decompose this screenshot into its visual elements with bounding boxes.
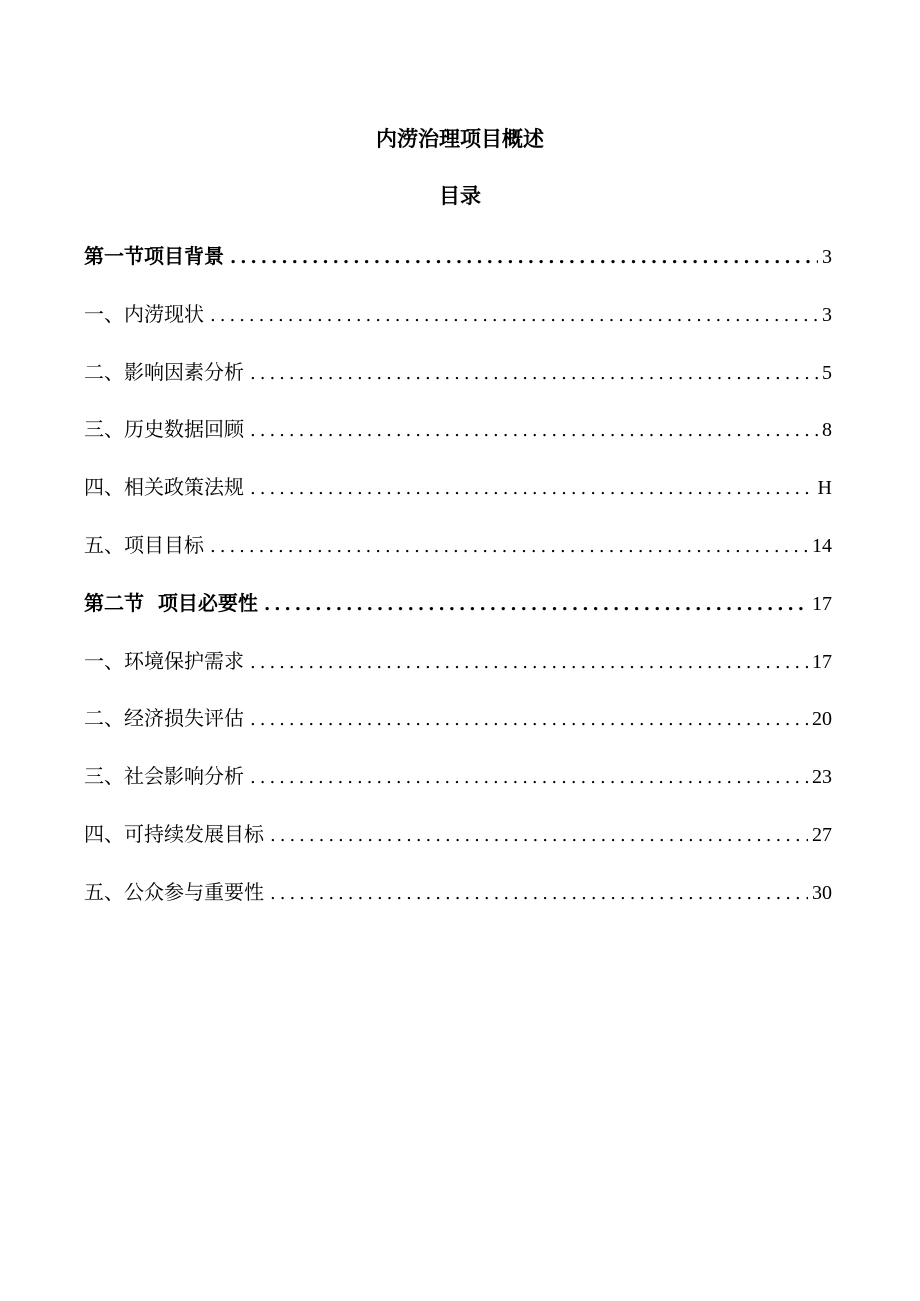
- toc-entry-section-1[interactable]: [84, 238, 832, 296]
- toc-entry-2-5[interactable]: [84, 874, 832, 932]
- toc-entry-2-1[interactable]: [84, 643, 832, 701]
- toc-dot-leader: [230, 240, 818, 276]
- toc-entry-page: 17: [812, 650, 832, 673]
- toc-entry-1-1[interactable]: [84, 296, 832, 354]
- toc-entry-label: 五、项目目标: [84, 532, 204, 557]
- toc-dot-leader: [250, 413, 818, 449]
- toc-dot-leader: [250, 760, 808, 796]
- toc-dot-leader: [270, 818, 808, 854]
- toc-entry-label: 一、环境保护需求: [84, 648, 244, 673]
- toc-entry-1-2[interactable]: [84, 354, 832, 412]
- toc-entry-1-3[interactable]: [84, 411, 832, 469]
- toc-entry-label: 二、经济损失评估: [84, 706, 244, 731]
- toc-entry-label: 三、社会影响分析: [84, 764, 244, 789]
- toc-entry-label: 四、可持续发展目标: [84, 821, 264, 846]
- toc-dot-leader: [250, 645, 808, 681]
- toc-entry-page: 23: [812, 766, 832, 789]
- toc-entry-1-5[interactable]: [84, 527, 832, 585]
- toc-entry-2-2[interactable]: [84, 700, 832, 758]
- table-of-contents: [84, 238, 832, 932]
- toc-dot-leader: [210, 529, 808, 565]
- toc-entry-page: 3: [822, 303, 832, 326]
- toc-entry-page: 8: [822, 419, 832, 442]
- toc-entry-1-4[interactable]: [84, 469, 832, 527]
- toc-entry-page: 14: [812, 534, 832, 557]
- toc-entry-label: 四、相关政策法规: [84, 475, 244, 500]
- toc-dot-leader: [264, 587, 808, 623]
- toc-entry-label: 第二节 项目必要性: [84, 590, 258, 615]
- toc-entry-label: 一、内涝现状: [84, 301, 204, 326]
- toc-entry-page: 27: [812, 823, 832, 846]
- toc-entry-page: 20: [812, 708, 832, 731]
- toc-dot-leader: [250, 356, 818, 392]
- document-title: 内涝治理项目概述: [376, 126, 544, 151]
- toc-entry-section-2[interactable]: [84, 585, 832, 643]
- toc-entry-page: 3: [822, 246, 832, 268]
- toc-entry-page: H: [817, 477, 832, 500]
- toc-entry-label: 第一节项目背景: [84, 244, 224, 268]
- toc-heading: 目录: [439, 183, 481, 208]
- toc-entry-label: 三、历史数据回顾: [84, 417, 244, 442]
- toc-dot-leader: [250, 702, 808, 738]
- toc-dot-leader: [270, 876, 808, 912]
- toc-entry-label: 五、公众参与重要性: [84, 879, 264, 904]
- toc-entry-page: 5: [822, 361, 832, 384]
- toc-entry-2-4[interactable]: [84, 816, 832, 874]
- toc-entry-page: 17: [812, 592, 832, 615]
- toc-entry-label: 二、影响因素分析: [84, 359, 244, 384]
- toc-entry-page: 30: [812, 881, 832, 904]
- toc-dot-leader: [210, 298, 818, 334]
- toc-dot-leader: [250, 471, 814, 507]
- toc-entry-2-3[interactable]: [84, 758, 832, 816]
